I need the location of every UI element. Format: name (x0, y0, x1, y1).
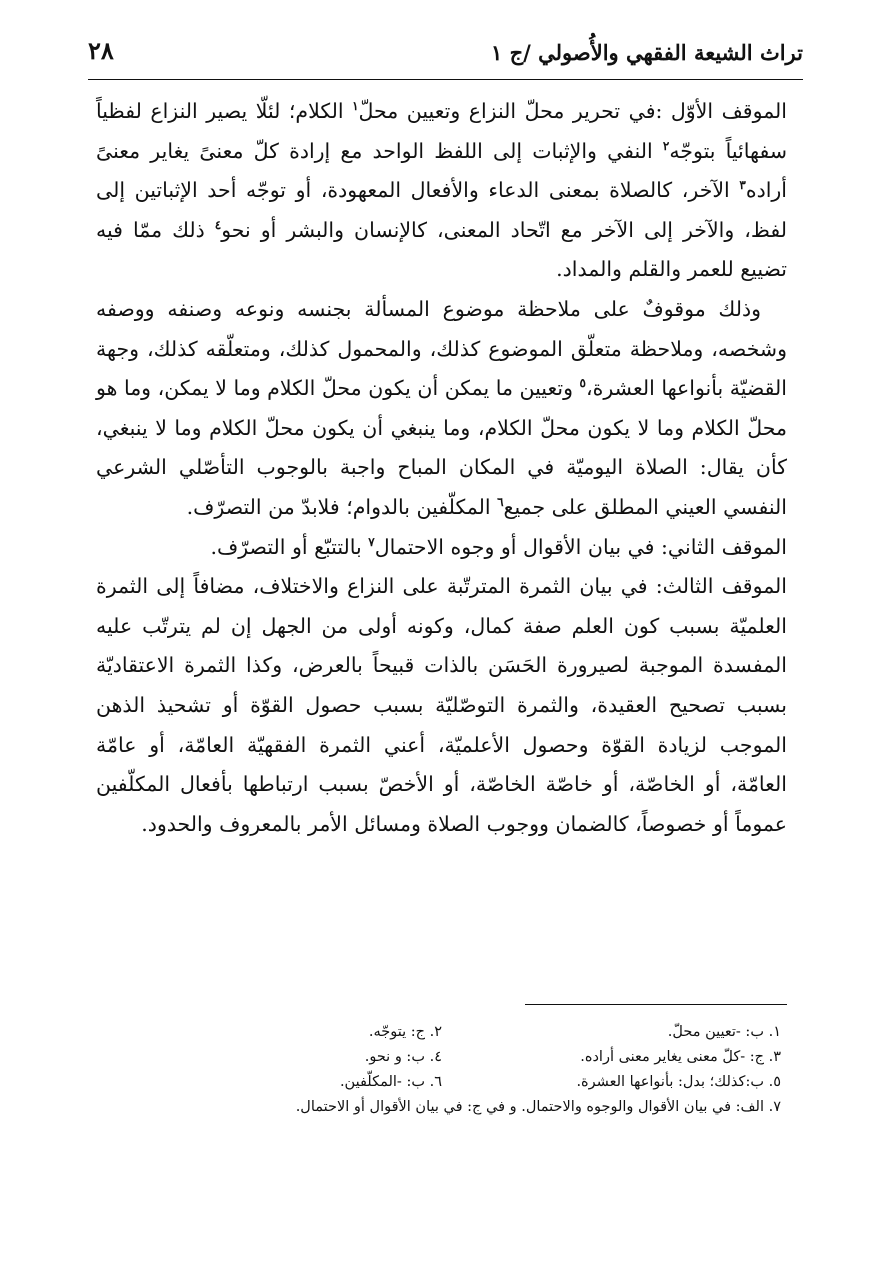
header-divider (88, 79, 803, 80)
footnote-7: ٧. الف: في بيان الأقوال والوجوه والاحتمال. و في ج: في بيان الأقوال أو الاحتمال. (295, 1099, 781, 1115)
footnote-ref[interactable]: ٥ (579, 376, 586, 391)
paragraph-third-position: الموقف الثالث: في بيان الثمرة المترتّبة على النزاع والاختلاف، مضافاً إلى الثمرة العلميّة بسبب كون العلم صفة كمال، وكونه أولى من الجهل إن لم يترتّب عليه المفسدة الموجبة لصيرورة الحَسَن بالذات قبيحاً بالعرض، وكذا الثمرة الاعتقاديّة بسبب تصحيح العقيدة، والثمرة التوصّليّة بسبب حصول القوّة أو تشحيذ الذهن الموجب لزيادة القوّة وحصول الأعلميّة، أعني الثمرة الفقهيّة العامّة، أو عامّة العامّة، أو الخاصّة، أو خاصّة الخاصّة، أو الأخصّ بسبب ارتباطها بأفعال المكلّفين عموماً أو خصوصاً، كالضمان ووجوب الصلاة ومسائل الأمر بالمعروف والحدود. (96, 574, 787, 836)
running-title: تراث الشيعة الفقهي والأُصولي /ج ١ (491, 40, 803, 65)
running-header (88, 36, 803, 76)
footnote-row (100, 1045, 787, 1070)
paragraph-second-position: الموقف الثاني: في بيان الأقوال أو وجوه الاحتمال$^٧$ بالتتبّع أو التصرّف. (210, 534, 787, 559)
footnote-ref[interactable]: ٦ (497, 495, 504, 510)
footnote-5: ٥. ب:كذلك؛ بدل: بأنواعها العشرة. (576, 1074, 781, 1090)
paragraph-dependence: وذلك موقوفٌ على ملاحظة موضوع المسألة بجنسه ونوعه وصنفه ووصفه وشخصه، وملاحظة متعلّق الموضوع كذلك، والمحمول كذلك، ومتعلّقه كذلك، وجهة القضيّة بأنواعها العشرة،$^٥$ وتعيين ما يمكن أن يكون محلّ الكلام وما لا يمكن، وما هو محلّ الكلام وما لا يكون محلّ الكلام، وما ينبغي أن يكون محلّ الكلام وما لا ينبغي، كأن يقال: الصلاة اليوميّة في المكان المباح واجبة بالوجوب التأصّلي الشرعي النفسي العيني المطلق على جميع$^٦$ المكلّفين بالدوام؛ فلابدّ من التصرّف. (96, 296, 787, 519)
footnote-row (100, 1095, 787, 1120)
footnote-3: ٣. ج: -كلّ معنى يغاير معنى أراده. (580, 1049, 781, 1065)
paragraph-first-position: الموقف الأوّل :في تحرير محلّ النزاع وتعيين محلّ$^١$ الكلام؛ لئلّا يصير النزاع لفظياً سفهائياً بتوجّه$^٢$ النفي والإثبات إلى اللفظ الواحد مع إرادة كلّ معنىً يغاير معنىً أراده$^٣$ الآخر، كالصلاة بمعنى الدعاء والأفعال المعهودة، أو توجّه أحد الإثباتين إلى لفظ، والآخر إلى الآخر مع اتّحاد المعنى، كالإنسان والبشر أو نحو$^٤$ ذلك ممّا فيه تضييع للعمر والقلم والمداد. (96, 99, 788, 282)
footnote-ref[interactable]: ٤ (214, 217, 222, 232)
footnote-divider (525, 1004, 787, 1005)
footnote-6: ٦. ب: -المكلّفين. (339, 1074, 442, 1090)
footnote-4: ٤. ب: و نحو. (364, 1049, 442, 1065)
footnote-ref[interactable]: ٣ (739, 178, 746, 193)
footnote-2: ٢. ج: يتوجّه. (368, 1024, 442, 1040)
footnote-ref[interactable]: ١ (352, 99, 359, 114)
page-number: ٢٨ (88, 36, 114, 65)
footnote-row (100, 1070, 787, 1095)
footnote-row (100, 1020, 787, 1045)
footnotes (100, 1020, 787, 1120)
main-text (96, 92, 787, 844)
footnote-ref[interactable]: ٧ (368, 534, 375, 549)
footnote-1: ١. ب: -تعيين محلّ. (667, 1024, 781, 1040)
footnote-ref[interactable]: ٢ (662, 138, 670, 153)
